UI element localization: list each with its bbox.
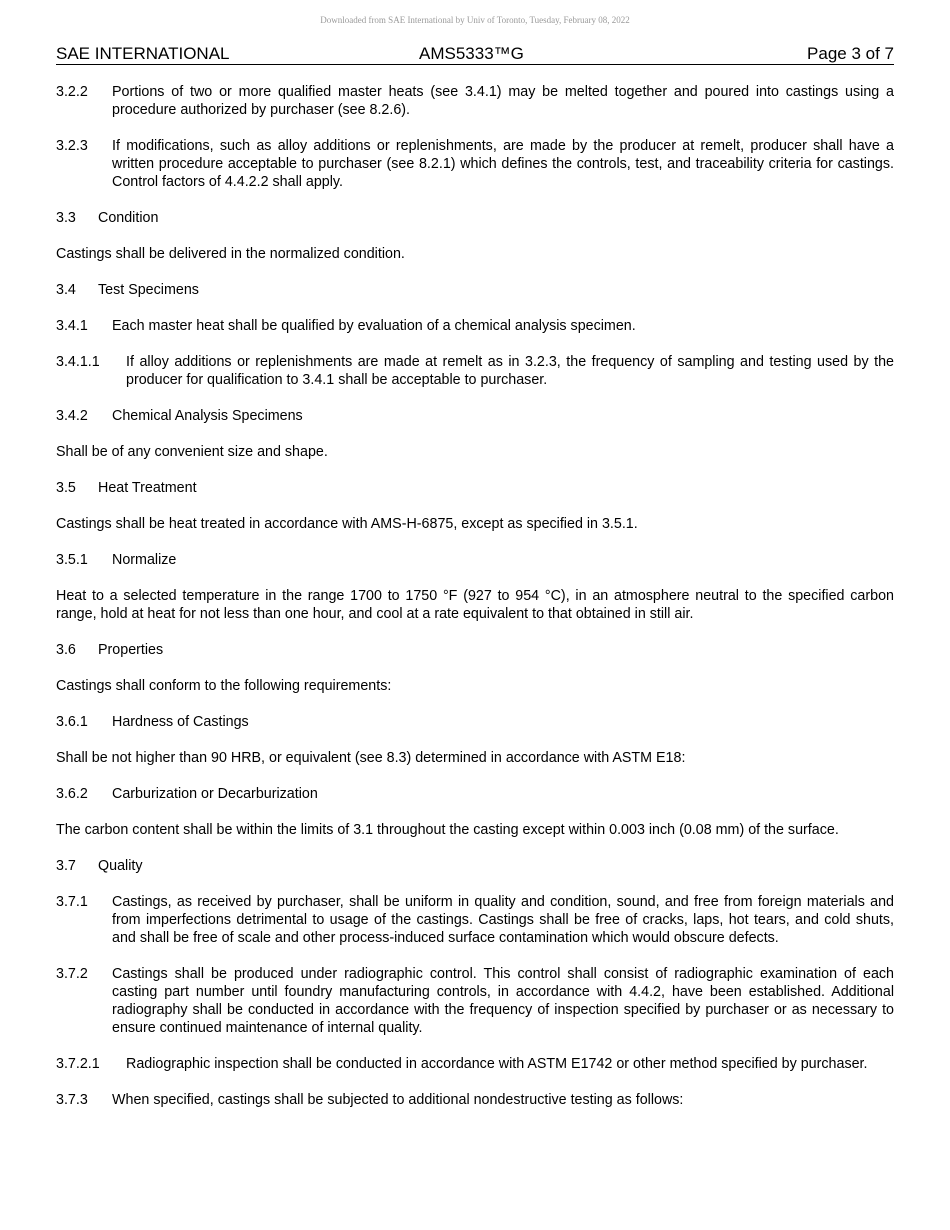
section-number: 3.5.1 [56,552,88,568]
section-3-2-3 [56,137,894,191]
section-number: 3.2.3 [56,138,88,154]
section-text: If modifications, such as alloy additions or replenishments, are made by the producer at remelt, producer shall have a written procedure acceptable to purchaser (see 8.2.1) which defines the controls, test, and traceability criteria for castings. Control factors of 4.4.2.2 shall apply. [112,138,894,190]
section-text: Portions of two or more qualified master heats (see 3.4.1) may be melted together and poured into castings using a procedure authorized by purchaser (see 8.2.6). [112,84,894,118]
paragraph-3-6-2: The carbon content shall be within the limits of 3.1 throughout the casting except within 0.003 inch (0.08 mm) of the surface. [56,822,839,838]
section-3-7-1 [56,893,894,947]
paragraph-3-3: Castings shall be delivered in the normalized condition. [56,246,405,262]
section-text: Each master heat shall be qualified by evaluation of a chemical analysis specimen. [112,318,636,334]
page-header [56,43,894,65]
section-number: 3.3 [56,210,76,226]
section-number: 3.4.1 [56,318,88,334]
section-text: If alloy additions or replenishments are made at remelt as in 3.2.3, the frequency of sampling and testing used by the producer for qualification to 3.4.1 shall be acceptable to purchaser. [126,354,894,388]
section-number: 3.6 [56,642,76,658]
section-3-2-2 [56,83,894,119]
section-title: Test Specimens [98,282,199,298]
section-title: Normalize [112,552,177,568]
section-number: 3.7.2 [56,966,88,982]
section-3-4-1 [56,317,894,335]
heading-3-4-2 [56,407,894,425]
heading-3-6 [56,641,894,659]
heading-3-6-2 [56,785,894,803]
section-text: Castings shall be produced under radiographic control. This control shall consist of radiographic examination of each casting part number until foundry manufacturing controls, in accordance with 4.4.2, have been established. Additional radiography shall be conducted in accordance with the frequency of inspection specified by purchaser or as necessary to ensure continued maintenance of internal quality. [112,966,894,1036]
paragraph-3-5-1: Heat to a selected temperature in the range 1700 to 1750 °F (927 to 954 °C), in an atmosphere neutral to the specified carbon range, hold at heat for not less than one hour, and cool at a rate equivalent to that obtained in still air. [56,588,894,622]
heading-3-3 [56,209,894,227]
document-body [56,83,894,1109]
section-number: 3.4.1.1 [56,354,100,370]
section-number: 3.7.1 [56,894,88,910]
header-page-number: Page 3 of 7 [807,44,894,63]
section-number: 3.2.2 [56,84,88,100]
section-number: 3.6.2 [56,786,88,802]
section-text: When specified, castings shall be subjected to additional nondestructive testing as follows: [112,1092,684,1108]
heading-3-5 [56,479,894,497]
section-text: Radiographic inspection shall be conducted in accordance with ASTM E1742 or other method specified by purchaser. [126,1056,868,1072]
section-number: 3.7.2.1 [56,1056,100,1072]
paragraph-3-6: Castings shall conform to the following requirements: [56,678,392,694]
section-title: Heat Treatment [98,480,197,496]
paragraph-3-4-2: Shall be of any convenient size and shape. [56,444,328,460]
heading-3-4 [56,281,894,299]
heading-3-6-1 [56,713,894,731]
section-title: Condition [98,210,159,226]
download-watermark: Downloaded from SAE International by Univ of Toronto, Tuesday, February 08, 2022 [320,15,630,25]
section-title: Chemical Analysis Specimens [112,408,303,424]
section-3-4-1-1 [56,353,894,389]
paragraph-3-5: Castings shall be heat treated in accordance with AMS-H-6875, except as specified in 3.5.1. [56,516,638,532]
section-text: Castings, as received by purchaser, shall be uniform in quality and condition, sound, and free from foreign materials and from imperfections detrimental to usage of the castings. Castings shall be free of cracks, laps, hot tears, and cold shuts, and shall be free of scale and other process-induced surface contamination which would obscure defects. [112,894,894,946]
heading-3-5-1 [56,551,894,569]
section-3-7-3 [56,1091,894,1109]
section-3-7-2-1 [56,1055,894,1073]
section-title: Hardness of Castings [112,714,249,730]
heading-3-7 [56,857,894,875]
section-number: 3.5 [56,480,76,496]
header-org: SAE INTERNATIONAL [56,44,230,63]
section-number: 3.6.1 [56,714,88,730]
paragraph-3-6-1: Shall be not higher than 90 HRB, or equivalent (see 8.3) determined in accordance with ASTM E18: [56,750,686,766]
header-doc-id: AMS5333™G [419,44,524,63]
section-number: 3.4.2 [56,408,88,424]
section-3-7-2 [56,965,894,1037]
section-title: Carburization or Decarburization [112,786,318,802]
section-number: 3.7.3 [56,1092,88,1108]
section-title: Properties [98,642,164,658]
section-number: 3.7 [56,858,76,874]
section-number: 3.4 [56,282,76,298]
section-title: Quality [98,858,143,874]
